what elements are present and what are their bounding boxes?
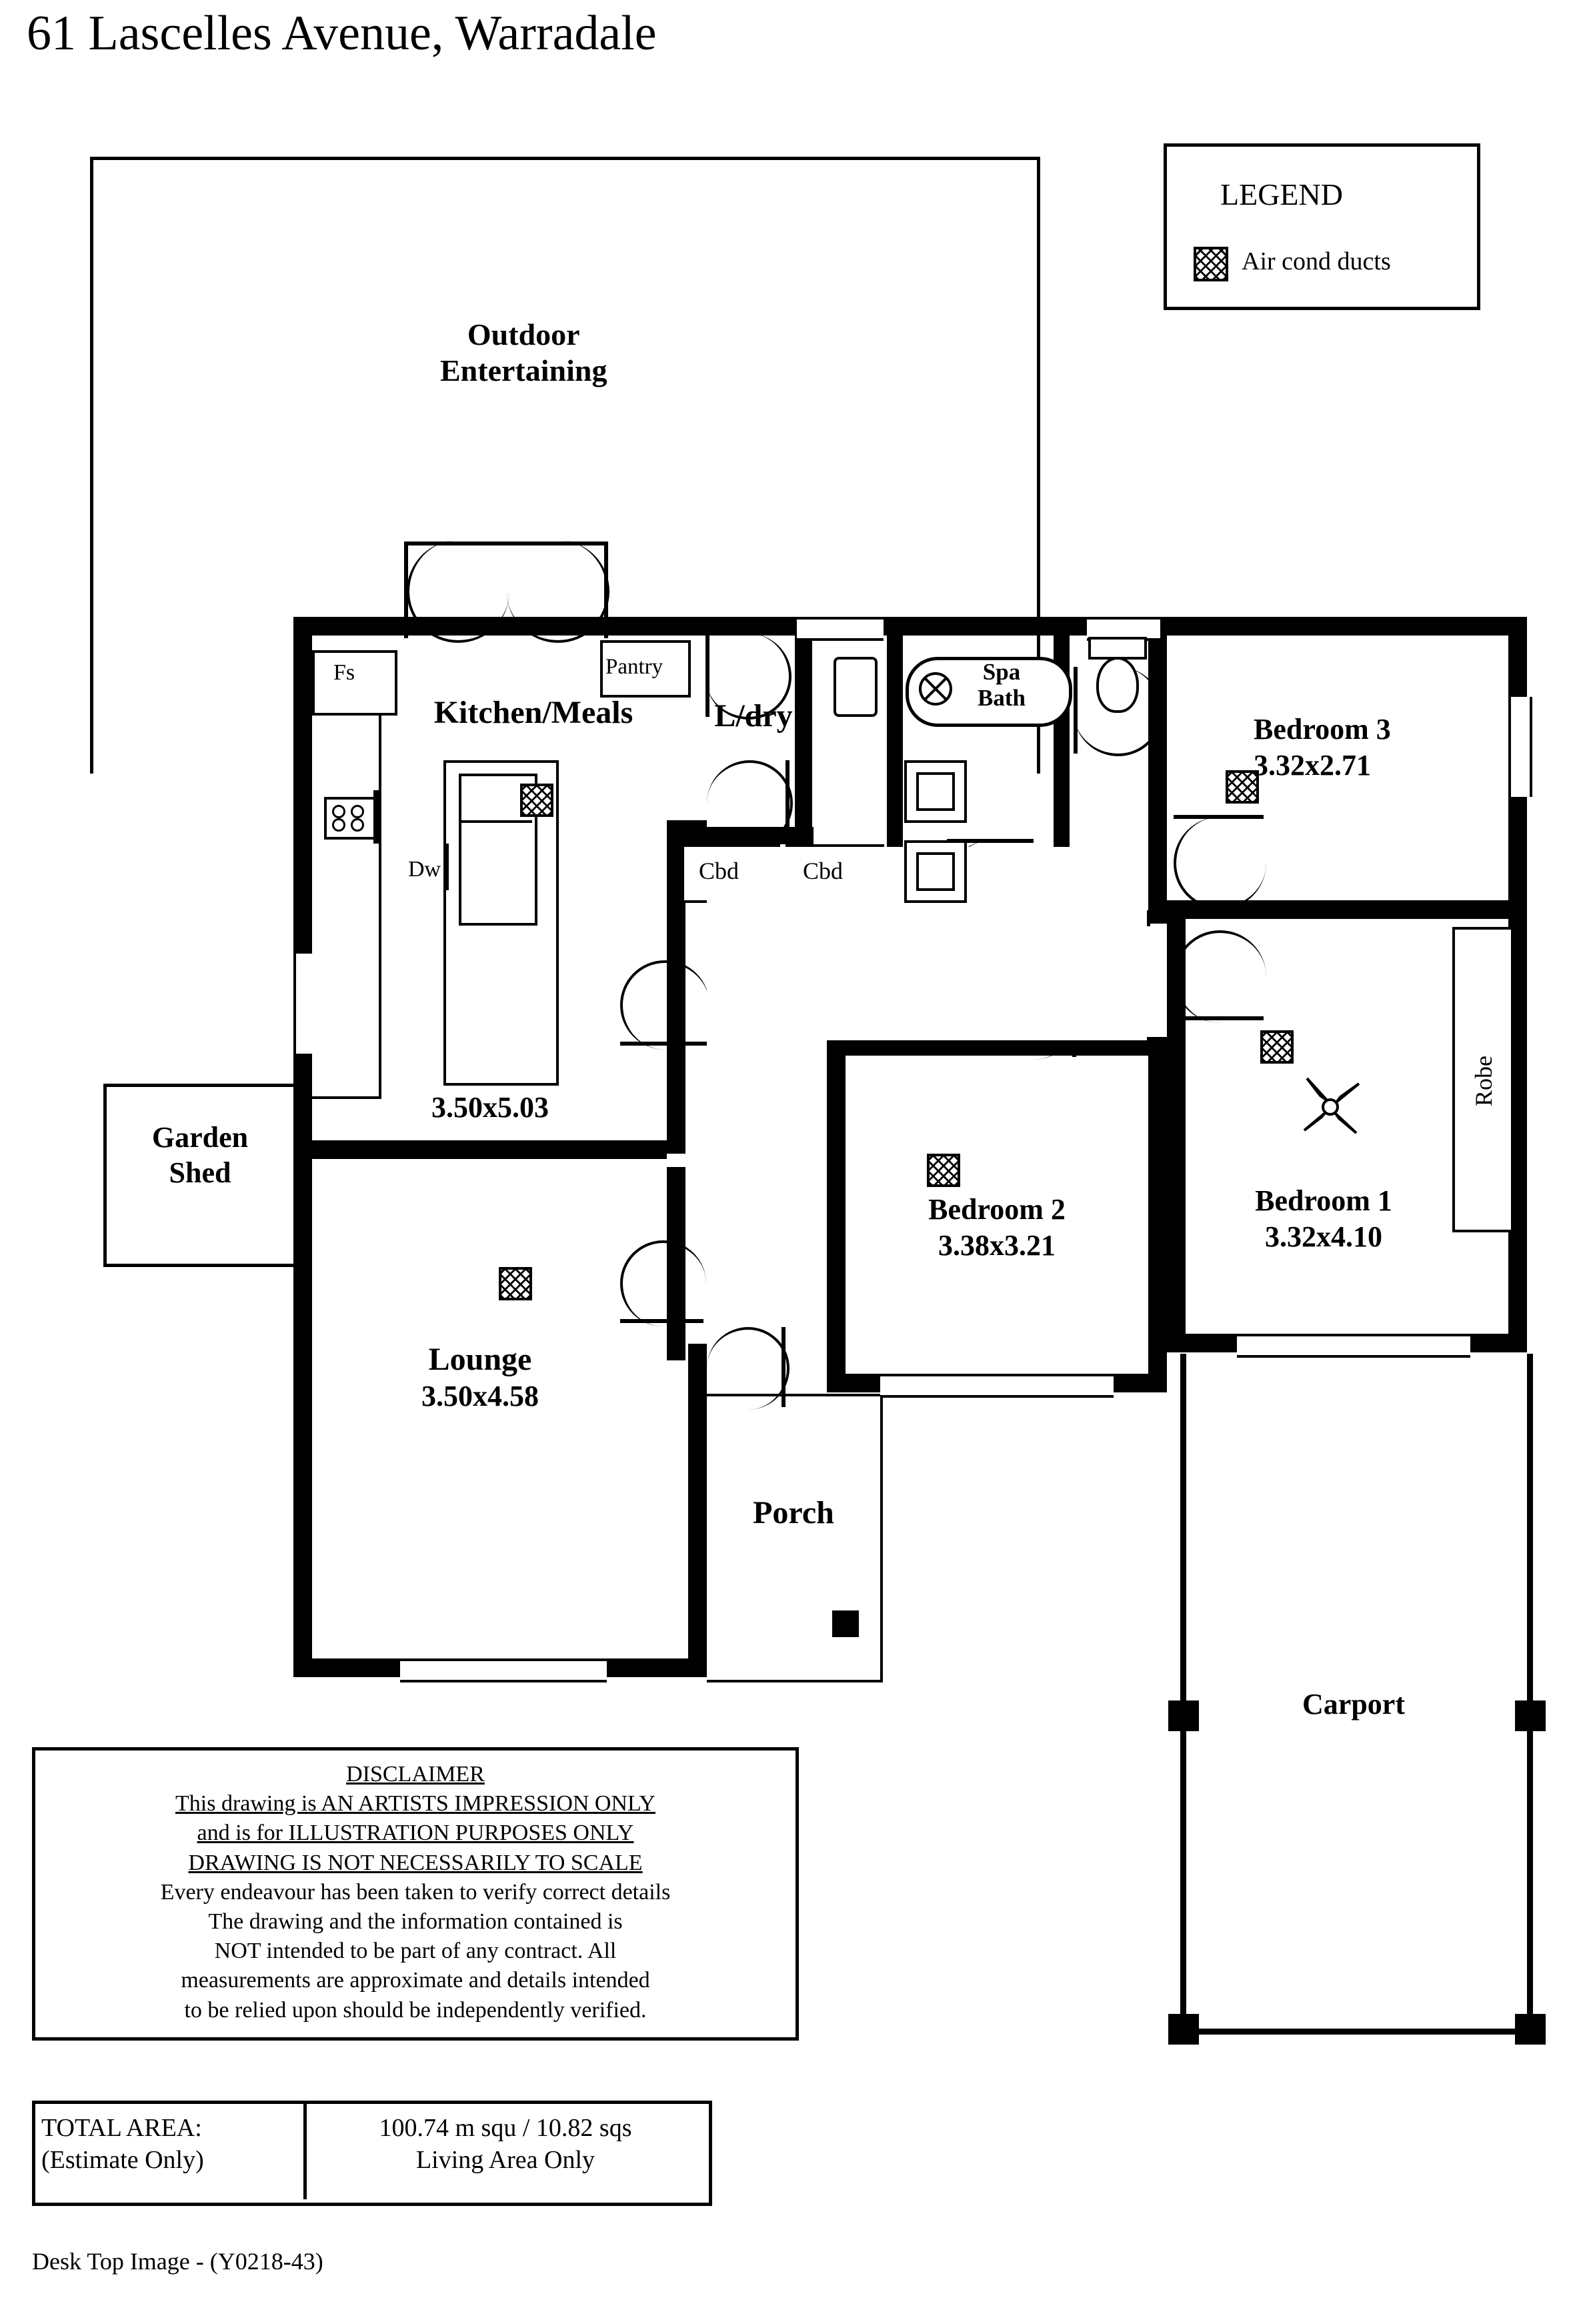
window-bedroom1-bottom	[1237, 1334, 1470, 1358]
carport-post-top-right	[1515, 1700, 1546, 1731]
lounge-label: Lounge	[428, 1342, 532, 1377]
air-cond-duct-lounge	[499, 1267, 532, 1300]
disclaimer-line4: Every endeavour has been taken to verify correct details	[160, 1879, 671, 1905]
bedroom1-dims: 3.32x4.10	[1265, 1220, 1382, 1253]
kitchen-dims: 3.50x5.03	[431, 1091, 549, 1124]
bedroom2-dims: 3.38x3.21	[938, 1229, 1056, 1262]
page-title: 61 Lascelles Avenue, Warradale	[27, 6, 657, 61]
door-leaf-bed3	[1174, 815, 1264, 819]
disclaimer-line6: NOT intended to be part of any contract. All	[214, 1939, 617, 1964]
bedroom3-label: Bedroom 3	[1254, 713, 1391, 746]
laundry-label: L/dry	[714, 698, 793, 734]
garden-shed-label	[133, 1120, 267, 1191]
outdoor-label-line1: Outdoor	[467, 317, 580, 351]
door-arc-bed3	[1174, 817, 1266, 910]
wall-hall-right	[1148, 617, 1167, 924]
total-area-label-line2: (Estimate Only)	[41, 2145, 204, 2174]
spa-bath-label	[962, 659, 1042, 711]
legend-item-label: Air cond ducts	[1242, 247, 1391, 275]
cbd-label-2: Cbd	[803, 858, 844, 884]
door-leaf-kitchen-hall	[620, 1042, 707, 1046]
total-area-value-line1: 100.74 m squ / 10.82 sqs	[379, 2114, 632, 2142]
wall-bed2-left	[827, 1037, 846, 1392]
carport-post-bottom-left	[1168, 2014, 1199, 2045]
door-arc-outdoor-left	[407, 540, 509, 643]
kitchen-sink-div	[459, 820, 532, 823]
window-bedroom3-right	[1508, 697, 1532, 797]
robe-label	[1455, 1014, 1508, 1147]
spa-bath-cross-icon	[919, 672, 952, 706]
kitchen-bench-left	[312, 667, 381, 1099]
outdoor-label-line2: Entertaining	[440, 353, 607, 388]
window-ldry-top	[797, 617, 884, 641]
door-leaf-laundry-int	[785, 760, 789, 844]
disclaimer-line7: measurements are approximate and details intended	[181, 1968, 650, 1993]
door-leaf-outdoor-right	[507, 541, 608, 545]
porch-post	[832, 1610, 859, 1637]
disclaimer-heading: DISCLAIMER	[346, 1762, 485, 1787]
window-bedroom2-bottom	[880, 1374, 1114, 1398]
disclaimer-line8: to be relied upon should be independently verified.	[184, 1997, 647, 2023]
basin-lower	[916, 852, 955, 891]
door-leaf-lounge	[620, 1319, 703, 1323]
spa-bath-line2: Bath	[978, 685, 1026, 712]
wall-lounge-right	[688, 1344, 707, 1677]
ceiling-fan-icon	[1287, 1064, 1374, 1150]
window-lounge-bottom	[400, 1658, 607, 1682]
toilet-pan-icon	[1096, 657, 1139, 713]
garden-shed-line2: Shed	[169, 1156, 231, 1189]
fs-label: Fs	[333, 660, 355, 685]
total-area-label-line1: TOTAL AREA:	[41, 2114, 202, 2142]
door-arc-bed1	[1174, 930, 1266, 1023]
robe-label-text: Robe	[1470, 1056, 1497, 1106]
cbd-label-1: Cbd	[699, 858, 739, 884]
total-area-value	[319, 2113, 692, 2176]
carport-left-rail	[1180, 1354, 1186, 2034]
porch-label: Porch	[753, 1495, 834, 1530]
door-leaf-bed1	[1174, 1016, 1264, 1020]
wall-kitchen-bottom	[293, 1140, 667, 1159]
disclaimer-line1: This drawing is AN ARTISTS IMPRESSION ONLY	[175, 1791, 655, 1817]
disclaimer-box	[32, 1747, 799, 2041]
bedroom2-label: Bedroom 2	[928, 1193, 1066, 1226]
shower-recess	[834, 657, 878, 717]
pantry-label: Pantry	[605, 655, 663, 679]
air-cond-duct-kitchen	[520, 784, 553, 817]
kitchen-label: Kitchen/Meals	[433, 695, 633, 730]
kitchen-bench-edge	[373, 790, 379, 844]
cooktop-burners	[324, 797, 371, 834]
door-arc-porch	[707, 1327, 789, 1410]
wall-top-right	[887, 617, 1527, 636]
bedroom3-dims: 3.32x2.71	[1254, 749, 1371, 782]
hatched-square-icon	[1194, 247, 1228, 281]
carport-post-top-left	[1168, 1700, 1199, 1731]
lounge-dims: 3.50x4.58	[421, 1380, 539, 1412]
door-jamb-outdoor-right	[604, 541, 608, 638]
carport-right-rail	[1527, 1354, 1533, 2034]
dw-label: Dw	[408, 857, 441, 882]
garden-shed-line1: Garden	[151, 1121, 249, 1154]
carport-post-bottom-right	[1515, 2014, 1546, 2045]
disclaimer-line5: The drawing and the information contained is	[208, 1909, 623, 1934]
spa-bath-line1: Spa	[982, 659, 1021, 685]
door-leaf-porch	[781, 1327, 785, 1407]
carport-label: Carport	[1302, 1688, 1405, 1720]
total-area-value-line2: Living Area Only	[415, 2145, 595, 2174]
bedroom1-label: Bedroom 1	[1255, 1184, 1392, 1217]
total-area-label	[41, 2113, 204, 2176]
door-leaf-outdoor-left	[405, 541, 507, 545]
air-cond-duct-bed2	[927, 1154, 960, 1187]
total-area-divider	[303, 2101, 307, 2199]
disclaimer-line2: and is for ILLUSTRATION PURPOSES ONLY	[197, 1821, 634, 1846]
porch-outline	[707, 1394, 883, 1682]
outdoor-entertaining-label	[440, 317, 607, 389]
door-leaf-wc	[1074, 667, 1078, 754]
basin-upper	[916, 772, 955, 811]
air-cond-duct-hall	[1260, 1030, 1294, 1064]
carport-bottom-rail	[1180, 2029, 1533, 2035]
door-jamb-outdoor-left	[404, 541, 408, 638]
wall-bed2-right	[1148, 1037, 1167, 1392]
door-arc-lounge	[620, 1240, 706, 1326]
door-arc-outdoor-right	[507, 540, 609, 643]
footer-text: Desk Top Image - (Y0218-43)	[32, 2248, 323, 2275]
toilet-cistern	[1088, 637, 1147, 660]
legend-title: LEGEND	[1220, 177, 1343, 211]
disclaimer-line3: DRAWING IS NOT NECESSARILY TO SCALE	[188, 1850, 643, 1875]
door-arc-laundry-int	[707, 760, 793, 846]
door-arc-kitchen-hall	[620, 960, 709, 1050]
legend-box	[1164, 143, 1480, 310]
dw-mark	[445, 844, 449, 890]
